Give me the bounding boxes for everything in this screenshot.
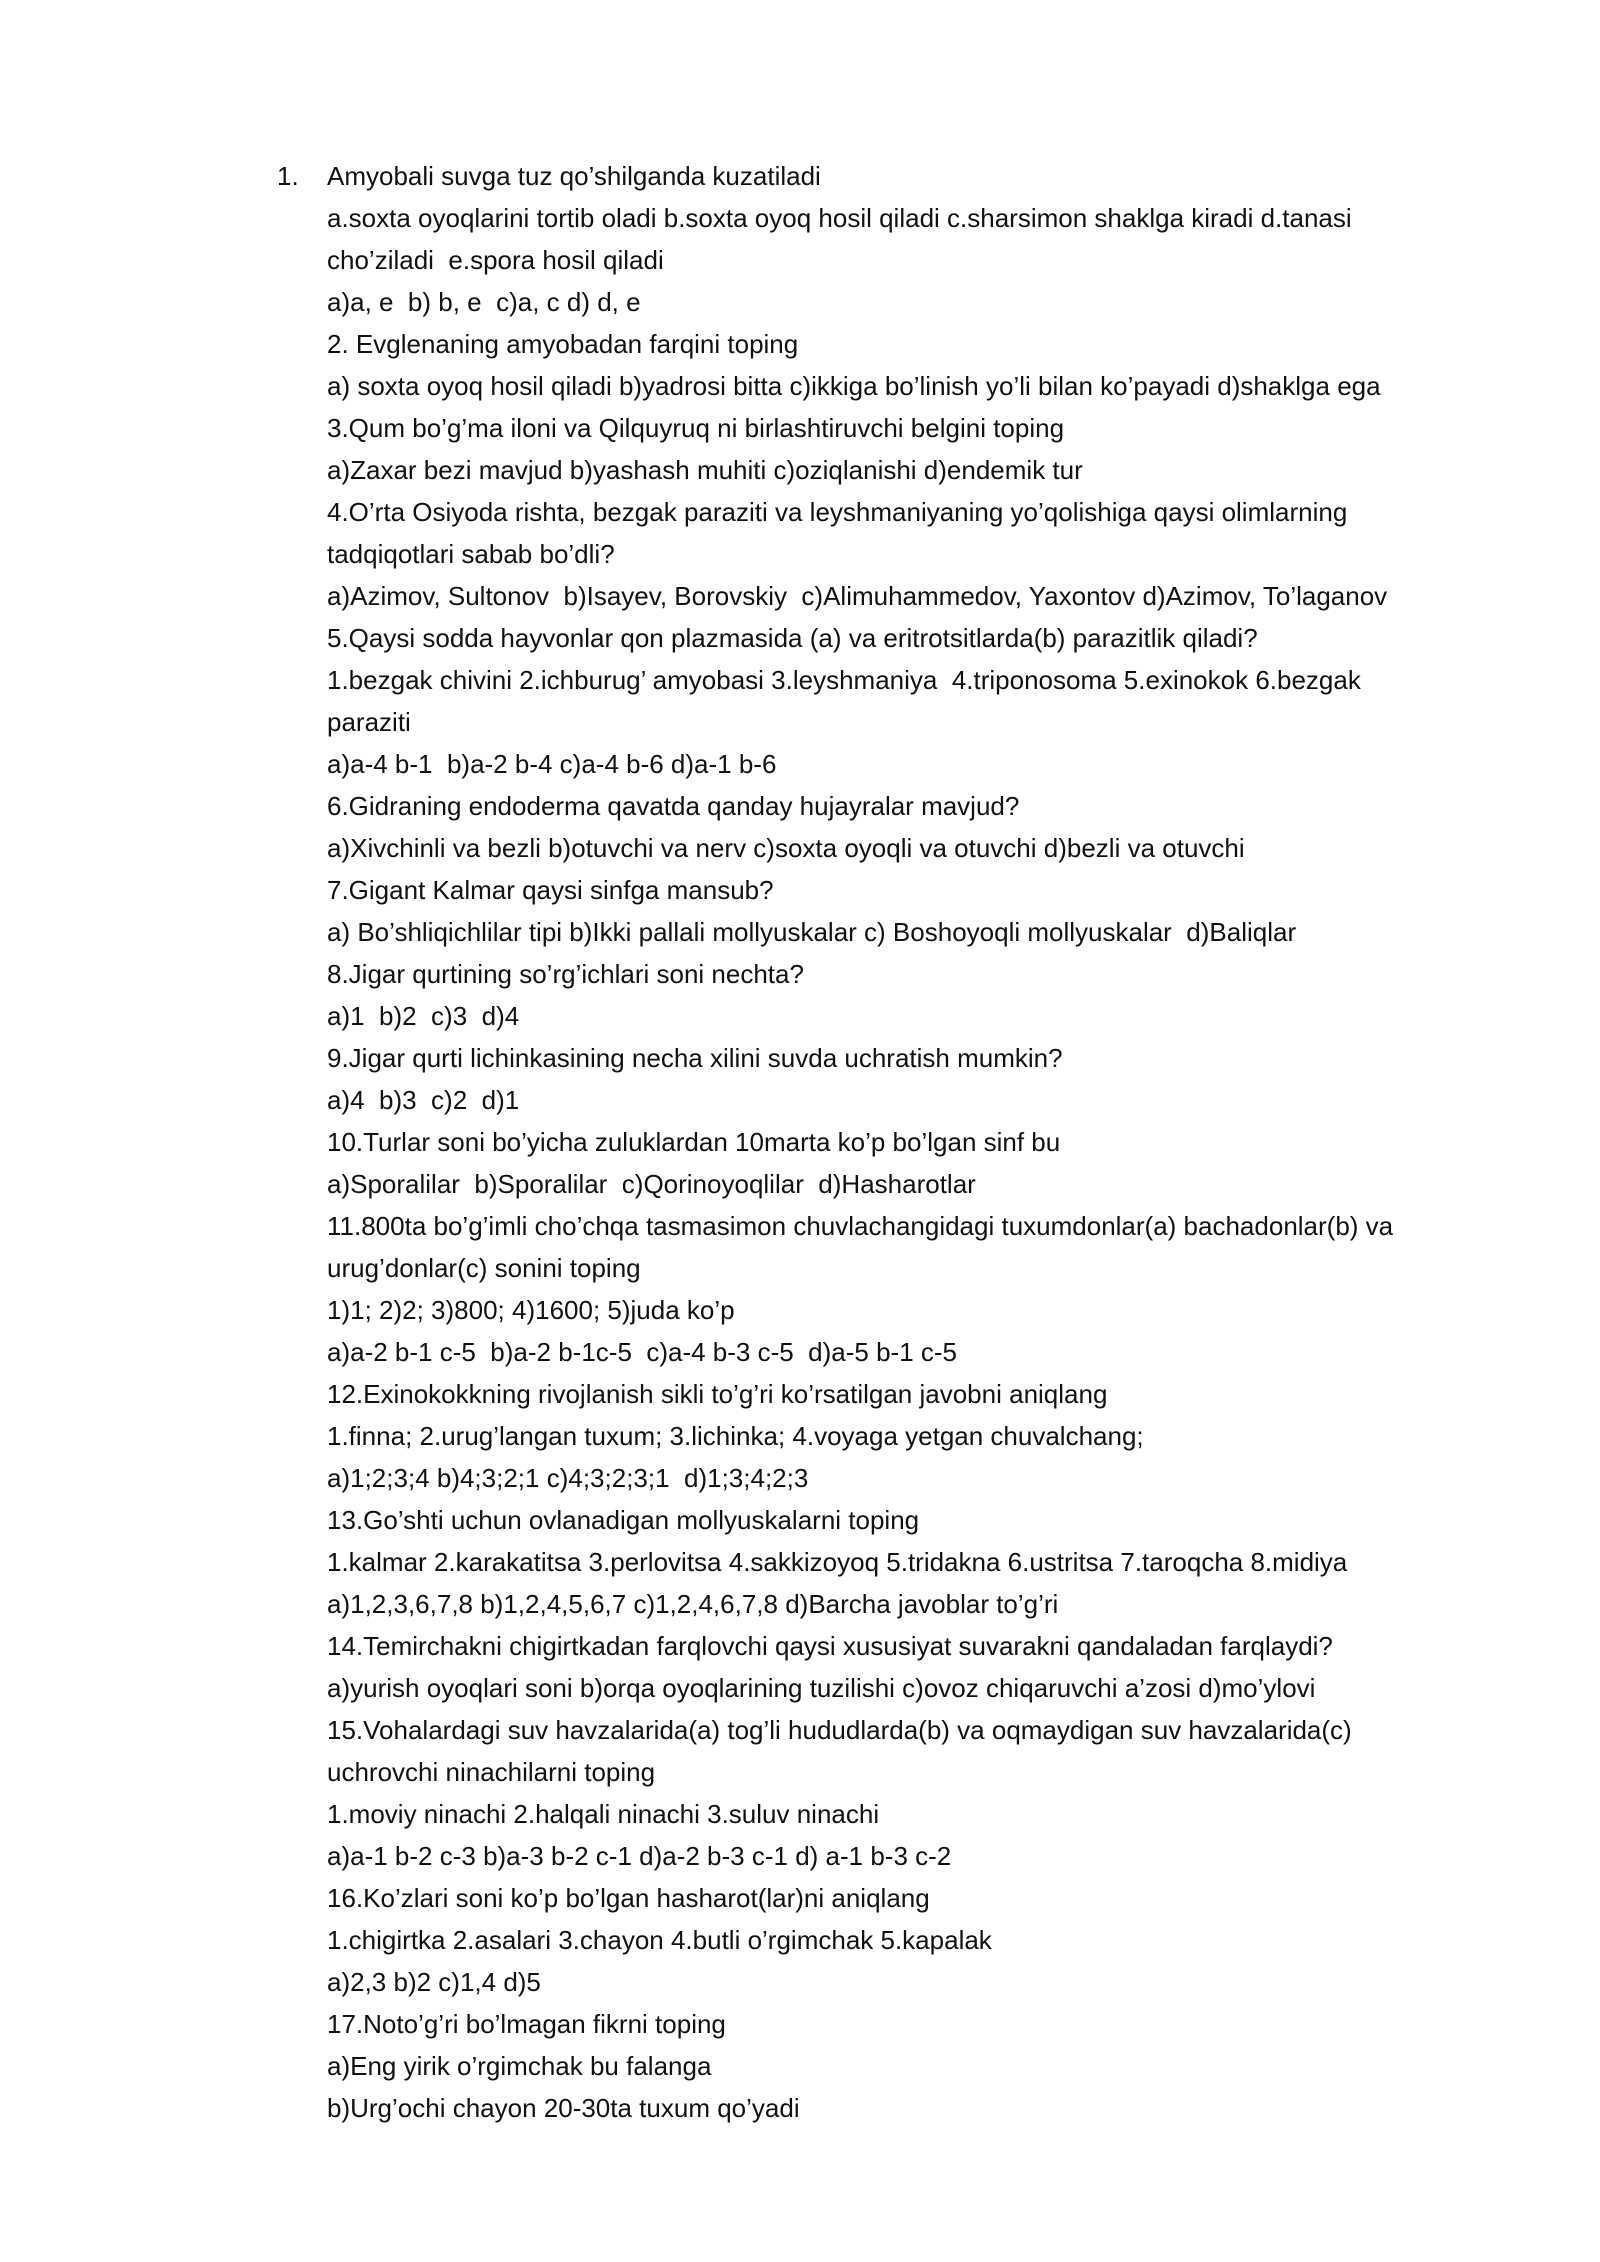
text-line: a)Azimov, Sultonov b)Isayev, Borovskiy c)Alimuhammedov, Yaxontov d)Azimov, To’laganov: [327, 581, 1388, 611]
text-line: 5.Qaysi sodda hayvonlar qon plazmasida (a) va eritrotsitlarda(b) parazitlik qiladi?: [327, 623, 1258, 653]
text-line: a)1,2,3,6,7,8 b)1,2,4,5,6,7 c)1,2,4,6,7,8 d)Barcha javoblar to’g’ri: [327, 1589, 1059, 1619]
text-line: a)4 b)3 c)2 d)1: [327, 1085, 520, 1115]
text-line: paraziti: [327, 707, 411, 737]
text-line: 9.Jigar qurti lichinkasining necha xilini suvda uchratish mumkin?: [327, 1043, 1063, 1073]
text-line: a)1;2;3;4 b)4;3;2;1 c)4;3;2;3;1 d)1;3;4;2;3: [327, 1463, 809, 1493]
text-line: 13.Go’shti uchun ovlanadigan mollyuskalarni toping: [327, 1505, 920, 1535]
text-line: urug’donlar(c) sonini toping: [327, 1253, 641, 1283]
document-text: [327, 155, 1467, 2129]
text-line: a.soxta oyoqlarini tortib oladi b.soxta oyoq hosil qiladi c.sharsimon shaklga kiradi d.tanasi: [327, 203, 1352, 233]
text-line: a)Eng yirik o’rgimchak bu falanga: [327, 2051, 712, 2081]
text-line: a)a-1 b-2 c-3 b)a-3 b-2 c-1 d)a-2 b-3 c-1 d) a-1 b-3 c-2: [327, 1841, 952, 1871]
text-line: 8.Jigar qurtining so’rg’ichlari soni nechta?: [327, 959, 804, 989]
text-line: 1.finna; 2.urug’langan tuxum; 3.lichinka; 4.voyaga yetgan chuvalchang;: [327, 1421, 1144, 1451]
text-line: 15.Vohalardagi suv havzalarida(a) tog’li hududlarda(b) va oqmaydigan suv havzalarida(c): [327, 1715, 1352, 1745]
text-line: 12.Exinokokkning rivojlanish sikli to’g’ri ko’rsatilgan javobni aniqlang: [327, 1379, 1108, 1409]
text-line: 1)1; 2)2; 3)800; 4)1600; 5)juda ko’p: [327, 1295, 735, 1325]
text-line: a)yurish oyoqlari soni b)orqa oyoqlarining tuzilishi c)ovoz chiqaruvchi a’zosi d)mo’ylovi: [327, 1673, 1316, 1703]
text-line: a)2,3 b)2 c)1,4 d)5: [327, 1967, 541, 1997]
text-line: 10.Turlar soni bo’yicha zuluklardan 10marta ko’p bo’lgan sinf bu: [327, 1127, 1061, 1157]
text-line: a) Bo’shliqichlilar tipi b)Ikki pallali mollyuskalar c) Boshoyoqli mollyuskalar d)Baliqlar: [327, 917, 1297, 947]
text-line: 17.Noto’g’ri bo’lmagan fikrni toping: [327, 2009, 726, 2039]
text-line: 6.Gidraning endoderma qavatda qanday hujayralar mavjud?: [327, 791, 1020, 821]
text-line: 4.O’rta Osiyoda rishta, bezgak paraziti va leyshmaniyaning yo’qolishiga qaysi olimlarning: [327, 497, 1348, 527]
text-line: a)1 b)2 c)3 d)4: [327, 1001, 520, 1031]
text-line: 1.kalmar 2.karakatitsa 3.perlovitsa 4.sakkizoyoq 5.tridakna 6.ustritsa 7.taroqcha 8.midiya: [327, 1547, 1348, 1577]
text-line: tadqiqotlari sabab bo’dli?: [327, 539, 615, 569]
list-number: 1.: [277, 161, 299, 191]
text-line: a)a-4 b-1 b)a-2 b-4 c)a-4 b-6 d)a-1 b-6: [327, 749, 777, 779]
text-line: 1.moviy ninachi 2.halqali ninachi 3.suluv ninachi: [327, 1799, 880, 1829]
text-line: 14.Temirchakni chigirtkadan farqlovchi qaysi xususiyat suvarakni qandaladan farqlaydi?: [327, 1631, 1333, 1661]
text-line: cho’ziladi e.spora hosil qiladi: [327, 245, 664, 275]
text-line: 7.Gigant Kalmar qaysi sinfga mansub?: [327, 875, 774, 905]
text-line: 1.bezgak chivini 2.ichburug’ amyobasi 3.leyshmaniya 4.triponosoma 5.exinokok 6.bezgak: [327, 665, 1361, 695]
text-line: Amyobali suvga tuz qo’shilganda kuzatiladi: [327, 161, 821, 191]
text-line: a)a-2 b-1 c-5 b)a-2 b-1c-5 c)a-4 b-3 c-5 d)a-5 b-1 c-5: [327, 1337, 958, 1367]
text-line: 2. Evglenaning amyobadan farqini toping: [327, 329, 799, 359]
text-line: a)a, e b) b, e c)a, c d) d, e: [327, 287, 641, 317]
text-line: 1.chigirtka 2.asalari 3.chayon 4.butli o’rgimchak 5.kapalak: [327, 1925, 992, 1955]
text-line: 11.800ta bo’g’imli cho’chqa tasmasimon chuvlachangidagi tuxumdonlar(a) bachadonlar(b) va: [327, 1211, 1394, 1241]
text-line: 3.Qum bo’g’ma iloni va Qilquyruq ni birlashtiruvchi belgini toping: [327, 413, 1065, 443]
text-line: a)Zaxar bezi mavjud b)yashash muhiti c)oziqlanishi d)endemik tur: [327, 455, 1083, 485]
text-line: a)Sporalilar b)Sporalilar c)Qorinoyoqlilar d)Hasharotlar: [327, 1169, 976, 1199]
text-line: 16.Ko’zlari soni ko’p bo’lgan hasharot(lar)ni aniqlang: [327, 1883, 930, 1913]
text-line: a)Xivchinli va bezli b)otuvchi va nerv c)soxta oyoqli va otuvchi d)bezli va otuvchi: [327, 833, 1245, 863]
text-line: a) soxta oyoq hosil qiladi b)yadrosi bitta c)ikkiga bo’linish yo’li bilan ko’payadi d)shaklga ega: [327, 371, 1381, 401]
text-line: uchrovchi ninachilarni toping: [327, 1757, 656, 1787]
text-line: b)Urg’ochi chayon 20-30ta tuxum qo’yadi: [327, 2093, 800, 2123]
